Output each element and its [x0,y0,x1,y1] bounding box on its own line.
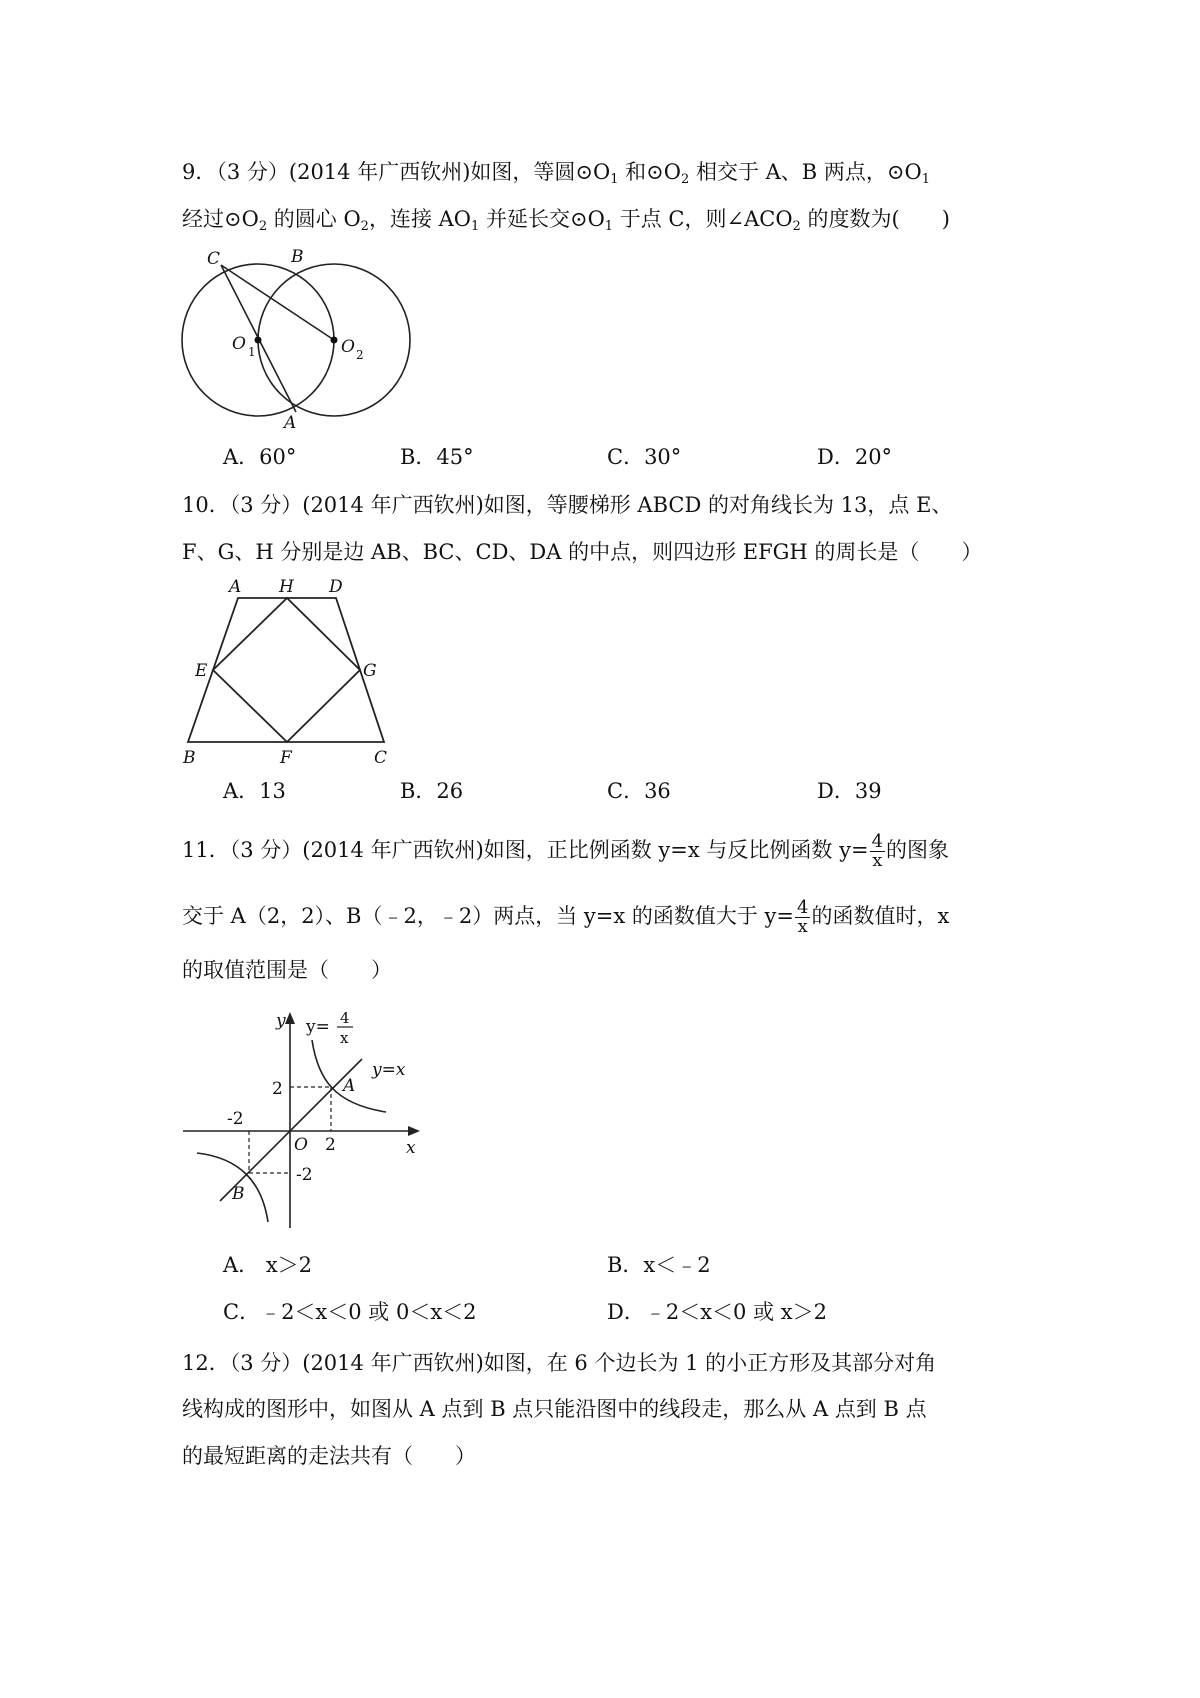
label-func-num: 4 [340,1009,350,1027]
q11-option-d[interactable]: D．﹣2＜x＜0 或 x＞2 [607,1300,827,1324]
q11-stem-line-1: 11．（3 分）(2014 年广西钦州)如图，正比例函数 y=x 与反比例函数 y= $\frac{4}{x}$ 的图象 [182,831,950,871]
label-o2-sub: 2 [356,348,364,362]
label-f: F [280,748,292,768]
label-d: D [329,577,343,597]
q10-stem-line-2: F、G、H 分别是边 AB、BC、CD、DA 的中点，则四边形 EFGH 的周长是（ ） [182,540,983,564]
fraction-4-over-x: $\frac{4}{x}$ [797,897,809,937]
label-func-den: x [340,1029,349,1047]
q10-option-a[interactable]: A．13 [223,779,286,803]
x-axis-arrow [408,1126,420,1136]
label-neg2-x: -2 [227,1109,244,1129]
label-two-y: 2 [272,1079,283,1099]
q9-option-a[interactable]: A．60° [223,445,297,469]
q11-option-c[interactable]: C．﹣2＜x＜0 或 0＜x＜2 [223,1300,477,1324]
label-point-b: B [232,1184,245,1204]
label-origin: O [294,1135,308,1155]
q9-option-d[interactable]: D．20° [817,445,893,469]
label-y-axis: y [276,1011,286,1031]
label-o2: O [341,337,355,357]
line-y-equals-x [220,1059,362,1201]
q12-stem-line-1: 12．（3 分）(2014 年广西钦州)如图，在 6 个边长为 1 的小正方形及其部分对角 [182,1351,937,1375]
label-e: E [195,661,208,681]
label-b: B [291,247,304,267]
label-y-equals-x: y=x [372,1060,406,1080]
label-a: A [229,577,242,597]
label-two-x: 2 [325,1135,336,1155]
label-neg2-y: -2 [296,1165,313,1185]
q10-option-b[interactable]: B．26 [400,779,464,803]
label-c: C [207,249,221,269]
label-o1-sub: 1 [248,345,256,359]
q12-stem-line-2: 线构成的图形中，如图从 A 点到 B 点只能沿图中的线段走，那么从 A 点到 B 点 [182,1397,927,1421]
label-h: H [279,577,294,597]
q11-stem-line-2: 交于 A（2，2）、B（﹣2，﹣2）两点，当 y=x 的函数值大于 y= $\frac{4}{x}$ 的函数值时，x [182,897,950,937]
label-c: C [374,748,388,768]
q10-option-d[interactable]: D．39 [817,779,882,803]
q9-stem-line-1: 9．（3 分）(2014 年广西钦州)如图，等圆$⊙O_1$ 和$⊙O_2$ 相交于 A、B 两点，$⊙O_1$ [182,160,930,187]
label-point-a: A [343,1076,356,1096]
q10-stem-line-1: 10．（3 分）(2014 年广西钦州)如图，等腰梯形 ABCD 的对角线长为 13，点 E、 [182,493,953,517]
q12-stem-line-3: 的最短距离的走法共有（ ） [182,1444,476,1468]
q9-option-b[interactable]: B．45° [400,445,474,469]
q11-stem-line-3: 的取值范围是（ ） [182,958,392,982]
q9-option-c[interactable]: C．30° [607,445,682,469]
label-o1: O [232,334,246,354]
q11-option-b[interactable]: B．x＜﹣2 [607,1253,711,1277]
label-b: B [183,748,196,768]
q11-option-a[interactable]: A． x＞2 [223,1253,313,1277]
q9-stem-line-2: 经过$⊙O_2$ 的圆心 $O_2$，连接 $AO_1$ 并延长交$⊙O_1$ 于点 C，则$\angle ACO_2$ 的度数为( ) [182,207,950,234]
label-x-axis: x [406,1138,416,1158]
label-func: y= [306,1017,330,1037]
y-axis-arrow [285,1012,295,1024]
label-a: A [284,413,297,433]
fraction-4-over-x: $\frac{4}{x}$ [871,831,884,871]
q10-option-c[interactable]: C．36 [607,779,671,803]
label-g: G [363,661,377,681]
